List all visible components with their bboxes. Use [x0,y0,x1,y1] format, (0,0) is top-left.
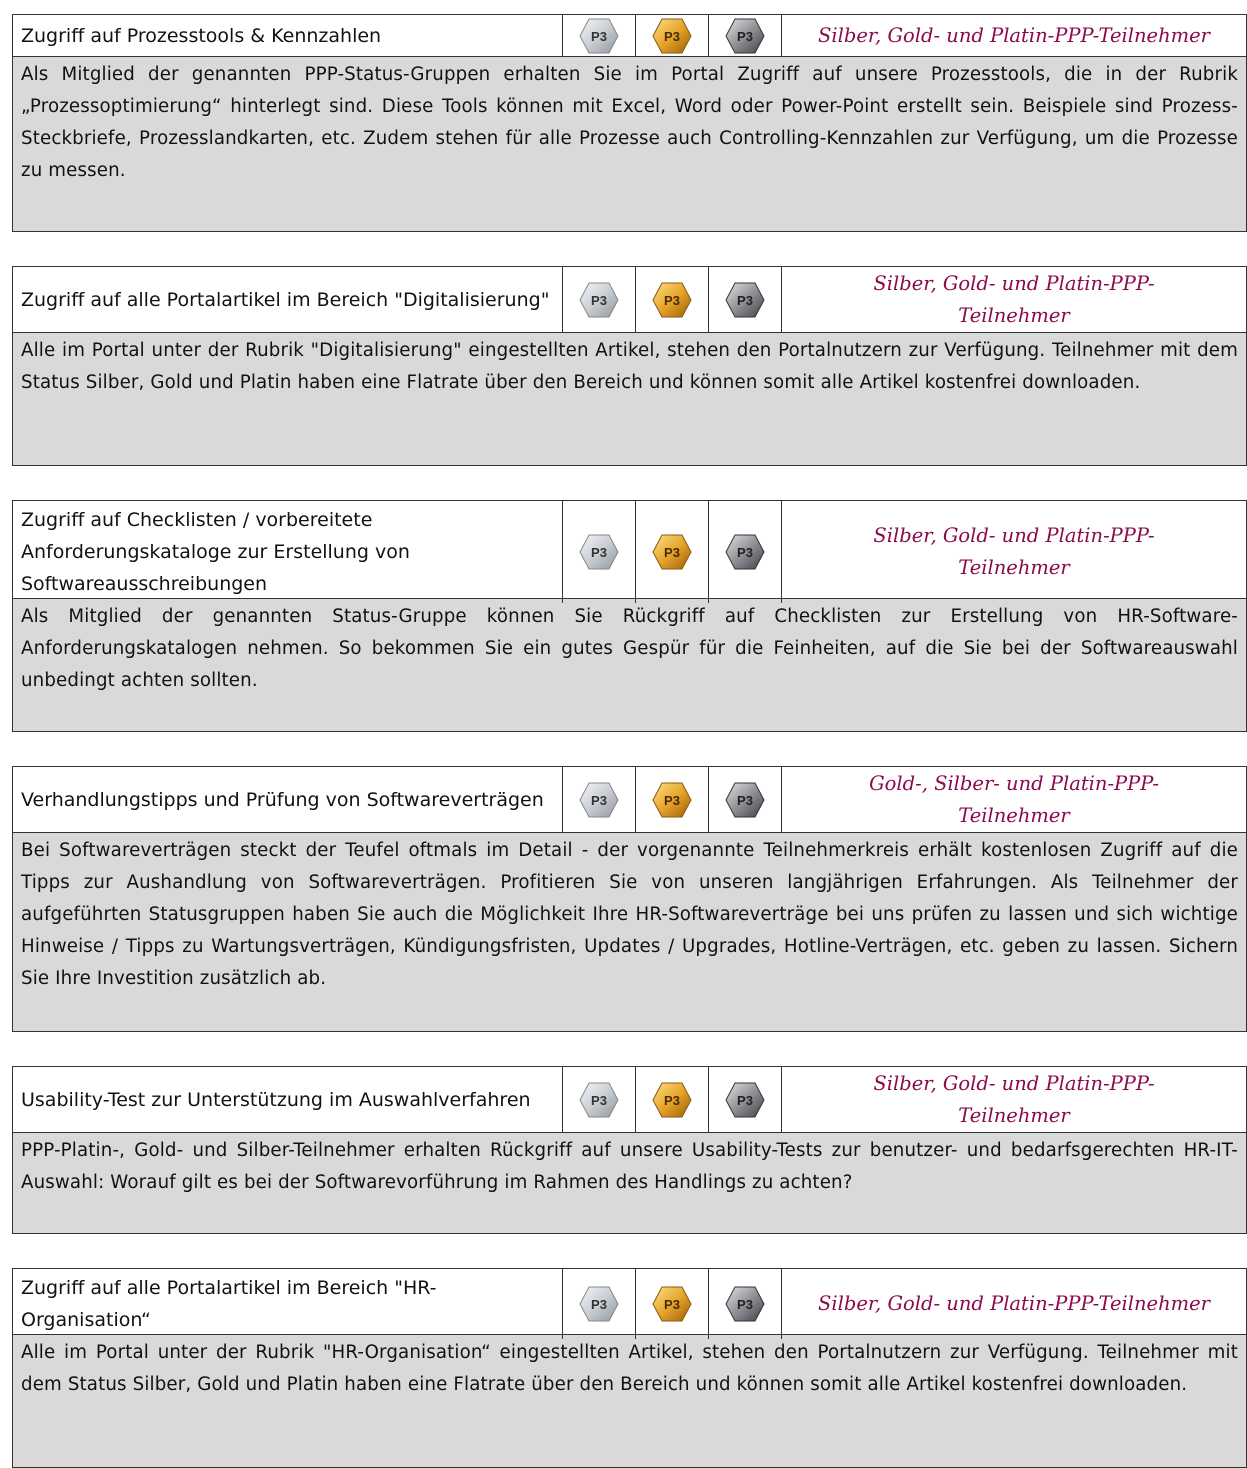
svg-text:P3: P3 [664,792,680,808]
svg-text:P3: P3 [591,292,607,308]
silver-badge-cell [563,15,636,56]
silver-badge-cell [563,1269,636,1339]
svg-text:P3: P3 [737,1297,753,1312]
svg-text:P3: P3 [591,28,607,44]
svg-text:P3: P3 [591,1297,607,1312]
platinum-p3-badge-icon [725,1285,765,1323]
svg-text:P3: P3 [737,292,753,308]
section-header [13,1269,1246,1335]
benefit-section [12,766,1247,1032]
svg-text:P3: P3 [737,792,753,808]
platinum-p3-badge-icon [725,17,765,55]
platinum-p3-badge-icon [725,533,765,571]
svg-text:P3: P3 [664,292,680,308]
platinum-p3-badge-icon [725,281,765,319]
platinum-badge-cell [709,15,782,56]
section-description: Alle im Portal unter der Rubrik "Digitalisierung" eingestellten Artikel, stehen den Portalnutzern zur Verfügung. Teilnehmer mit dem Status Silber, Gold und Platin haben eine Flatrate über den Bereich und können somit alle Artikel kostenfrei downloaden. [21,340,1238,393]
platinum-badge-cell [709,767,782,832]
benefit-section [12,14,1247,232]
member-groups: Gold-, Silber- und Platin-PPP-Teilnehmer [869,771,1159,827]
platinum-p3-badge-icon [725,781,765,819]
section-title: Verhandlungstipps und Prüfung von Softwareverträgen [13,767,563,832]
silver-badge-cell [563,501,636,603]
benefit-section [12,500,1247,732]
gold-p3-badge-icon [652,781,692,819]
platinum-badge-cell [709,501,782,603]
section-title: Usability-Test zur Unterstützung im Auswahlverfahren [13,1067,563,1132]
gold-badge-cell [636,15,709,56]
platinum-badge-cell [709,1269,782,1339]
member-groups: Silber, Gold- und Platin-PPP-Teilnehmer [873,1071,1155,1127]
section-header [13,767,1246,833]
silver-p3-badge-icon [579,281,619,319]
platinum-p3-badge-icon [725,1081,765,1119]
svg-text:P3: P3 [737,28,753,44]
svg-text:P3: P3 [664,1092,680,1108]
section-header [13,15,1246,57]
gold-badge-cell [636,501,709,603]
svg-text:P3: P3 [591,792,607,808]
gold-p3-badge-icon [652,1285,692,1323]
silver-p3-badge-icon [579,1081,619,1119]
section-description: Als Mitglied der genannten Status-Gruppe können Sie Rückgriff auf Checklisten zur Erstellung von HR-Software-Anforderungskatalogen nehmen. So bekommen Sie ein gutes Gespür für die Feinheiten, auf die Sie bei der Softwareauswahl unbedingt achten sollten. [21,606,1238,691]
gold-badge-cell [636,767,709,832]
svg-text:P3: P3 [664,28,680,44]
silver-p3-badge-icon [579,781,619,819]
silver-badge-cell [563,1067,636,1132]
svg-text:P3: P3 [664,1297,680,1312]
svg-text:P3: P3 [664,545,680,560]
member-groups: Silber, Gold- und Platin-PPP-Teilnehmer [873,271,1155,327]
section-description: Bei Softwareverträgen steckt der Teufel oftmals im Detail - der vorgenannte Teilnehmerkreis erhält kostenlosen Zugriff auf die Tipps zur Aushandlung von Softwareverträgen. Profitieren Sie von unseren langjährigen Erfahrungen. Als Teilnehmer der aufgeführten Statusgruppen haben Sie auch die Möglichkeit Ihre HR-Softwareverträge bei uns prüfen zu lassen und sich wichtige Hinweise / Tipps zu Wartungsverträgen, Kündigungsfristen, Updates / Upgrades, Hotline-Verträgen, etc. geben zu lassen. Sichern Sie Ihre Investition zusätzlich ab. [21,840,1238,989]
section-title: Zugriff auf alle Portalartikel im Bereich "HR-Organisation“ [13,1269,563,1339]
gold-p3-badge-icon [652,533,692,571]
svg-text:P3: P3 [591,1092,607,1108]
silver-badge-cell [563,767,636,832]
silver-badge-cell [563,267,636,332]
platinum-badge-cell [709,1067,782,1132]
section-header [13,501,1246,599]
section-description: Als Mitglied der genannten PPP-Status-Gruppen erhalten Sie im Portal Zugriff auf unsere Prozesstools, die in der Rubrik „Prozessoptimierung“ hinterlegt sind. Diese Tools können mit Excel, Word oder Power-Point erstellt sein. Beispiele sind Prozess-Steckbriefe, Prozesslandkarten, etc. Zudem stehen für alle Prozesse auch Controlling-Kennzahlen zur Verfügung, um die Prozesse zu messen. [21,64,1238,181]
benefit-section [12,1066,1247,1234]
benefit-section [12,1268,1247,1468]
member-groups: Silber, Gold- und Platin-PPP-Teilnehmer [818,1292,1210,1315]
section-description: PPP-Platin-, Gold- und Silber-Teilnehmer erhalten Rückgriff auf unsere Usability-Tests zur benutzer- und bedarfsgerechten HR-IT-Auswahl: Worauf gilt es bei der Softwarevorführung im Rahmen des Handlings zu achten? [21,1140,1238,1193]
silver-p3-badge-icon [579,533,619,571]
svg-text:P3: P3 [591,545,607,560]
gold-badge-cell [636,267,709,332]
section-header [13,1067,1246,1133]
member-groups: Silber, Gold- und Platin-PPP-Teilnehmer [873,524,1155,579]
member-groups: Silber, Gold- und Platin-PPP-Teilnehmer [818,23,1210,47]
silver-p3-badge-icon [579,1285,619,1323]
silver-p3-badge-icon [579,17,619,55]
section-title: Zugriff auf alle Portalartikel im Bereich "Digitalisierung" [13,267,563,332]
section-header [13,267,1246,333]
section-description: Alle im Portal unter der Rubrik "HR-Organisation“ eingestellten Artikel, stehen den Portalnutzern zur Verfügung. Teilnehmer mit dem Status Silber, Gold und Platin haben eine Flatrate über den Bereich und können somit alle Artikel kostenfrei downloaden. [21,1342,1238,1395]
benefit-section [12,266,1247,466]
gold-p3-badge-icon [652,1081,692,1119]
gold-badge-cell [636,1269,709,1339]
section-title: Zugriff auf Checklisten / vorbereitete Anforderungskataloge zur Erstellung von Softwareausschreibungen [13,501,563,603]
gold-badge-cell [636,1067,709,1132]
gold-p3-badge-icon [652,281,692,319]
svg-text:P3: P3 [737,545,753,560]
svg-text:P3: P3 [737,1092,753,1108]
gold-p3-badge-icon [652,17,692,55]
section-title: Zugriff auf Prozesstools & Kennzahlen [13,15,563,56]
platinum-badge-cell [709,267,782,332]
